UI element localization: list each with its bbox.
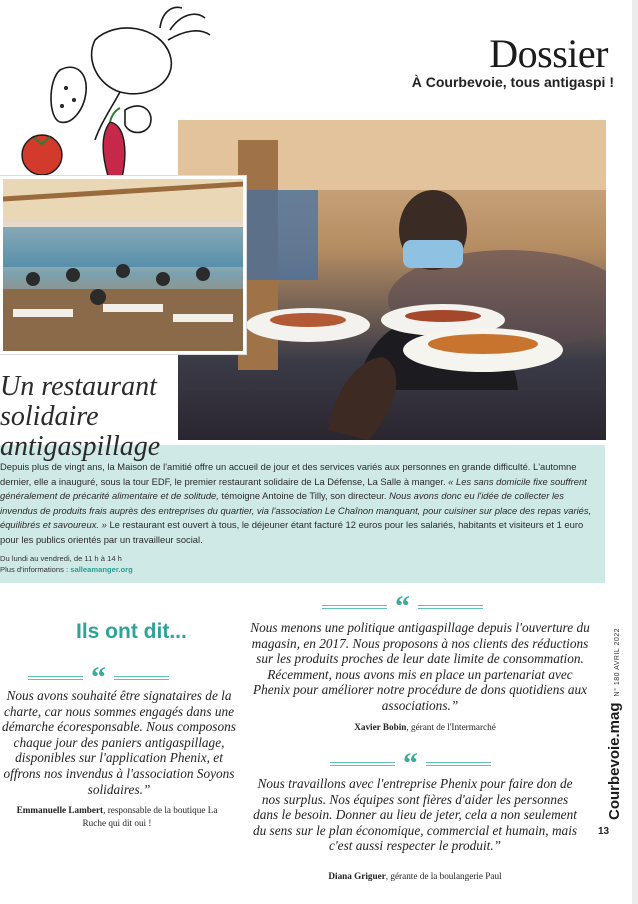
more-info-line <box>0 564 133 575</box>
restaurant-photo-inset <box>0 176 246 354</box>
headline-line: solidaire <box>0 401 99 432</box>
quotes-section-title: Ils ont dit... <box>76 620 187 643</box>
masthead-vertical-text <box>606 628 624 820</box>
author-name: Xavier Bobin <box>354 722 407 732</box>
divider-line <box>28 676 83 680</box>
quote-author <box>280 721 570 734</box>
magazine-masthead <box>584 622 623 822</box>
headline-line: Un restaurant <box>0 371 157 402</box>
intro-quote-part: Nous avons donc eu l'idée de collecter les invendus de produits frais auprès des entreprises du quartier, via l'association Le Chaînon manquant, pour cuisiner sur place des repas variés, équilibrés et savoureux. » <box>0 490 592 530</box>
page-number: 13 <box>598 826 610 837</box>
quote-divider <box>28 661 169 694</box>
section-title: Dossier <box>489 31 608 76</box>
quote-text: Nous menons une politique antigaspillage depuis l'ouverture du magasin, en 2017. Nous proposons à nos clients des réductions sur les produits proches de leur date limite de consommation. Récemment, nous avons mis en place un partenariat avec Phenix pour améliorer notre procédure de dons quotidiens aux associations.” <box>250 620 590 713</box>
quote-divider <box>322 590 483 623</box>
author-name: Diana Griguer <box>328 871 386 881</box>
intro-text-part: témoigne Antoine de Tilly, son directeur. <box>221 490 390 501</box>
more-info-label: Plus d'informations : <box>0 565 71 574</box>
author-name: Emmanuelle Lambert <box>16 805 104 815</box>
quote-mark-icon: “ <box>403 747 418 780</box>
intro-text-part: Depuis plus de vingt ans, la Maison de l'amitié offre un accueil de jour et des services variés aux personnes en grande difficulté. L'automne dernier, elle a inauguré, sous la tour EDF, le premier restaurant solidaire de La Défense, La Salle à manger. <box>0 461 577 487</box>
dining-room-illustration <box>3 179 243 351</box>
section-subtitle: À Courbevoie, tous antigaspi ! <box>411 74 614 90</box>
website-link[interactable]: salleamanger.org <box>70 565 133 574</box>
page-edge <box>632 0 638 904</box>
quote-text: Nous avons souhaité être signataires de la charte, car nous sommes engagés dans une démarche écoresponsable. Nous composons chaque jour des paniers antigaspillage, disponibles sur l'application Phenix, et offrons nos invendus à l'association Soyons solidaires.” <box>2 688 236 797</box>
author-role: , gérant de l'Intermarché <box>406 722 496 732</box>
quote-author <box>8 804 226 830</box>
magazine-brand: Courbevoie.mag <box>606 702 623 820</box>
intro-text-part: Le restaurant est ouvert à tous, le déjeuner étant facturé 12 euros pour les salariés, habitants et visiteurs et 1 euro pour les publics orientés par un travailleur social. <box>0 519 584 545</box>
intro-quote-part: « Les sans domicile fixe souffrent généralement de précarité alimentaire et de solitude, <box>0 475 587 501</box>
quote-mark-icon: “ <box>395 590 410 623</box>
headline-line: antigaspillage <box>0 431 161 462</box>
divider-line <box>418 605 483 609</box>
quote-text: Nous travaillons avec l'entreprise Phenix pour faire don de nos surplus. Nos équipes sont fières d'aider les personnes dans le besoin. Donner au lieu de jeter, cela a non seulement du sens sur le plan économique, commercial et humain, mais c'est aussi respecter le produit.” <box>252 776 578 854</box>
divider-line <box>426 762 491 766</box>
divider-line <box>322 605 387 609</box>
article-headline <box>0 372 200 462</box>
author-role: , responsable de la boutique La Ruche qui dit oui ! <box>82 805 218 828</box>
quote-mark-icon: “ <box>91 661 106 694</box>
divider-line <box>330 762 395 766</box>
article-intro-text <box>0 460 598 547</box>
author-role: , gérante de la boulangerie Paul <box>385 871 502 881</box>
quote-divider <box>330 747 491 780</box>
divider-line <box>114 676 169 680</box>
opening-hours: Du lundi au vendredi, de 11 h à 14 h <box>0 554 122 563</box>
practical-info <box>0 553 133 575</box>
quote-author <box>270 870 560 883</box>
issue-info: N° 180 AVRIL 2022 <box>614 627 621 697</box>
